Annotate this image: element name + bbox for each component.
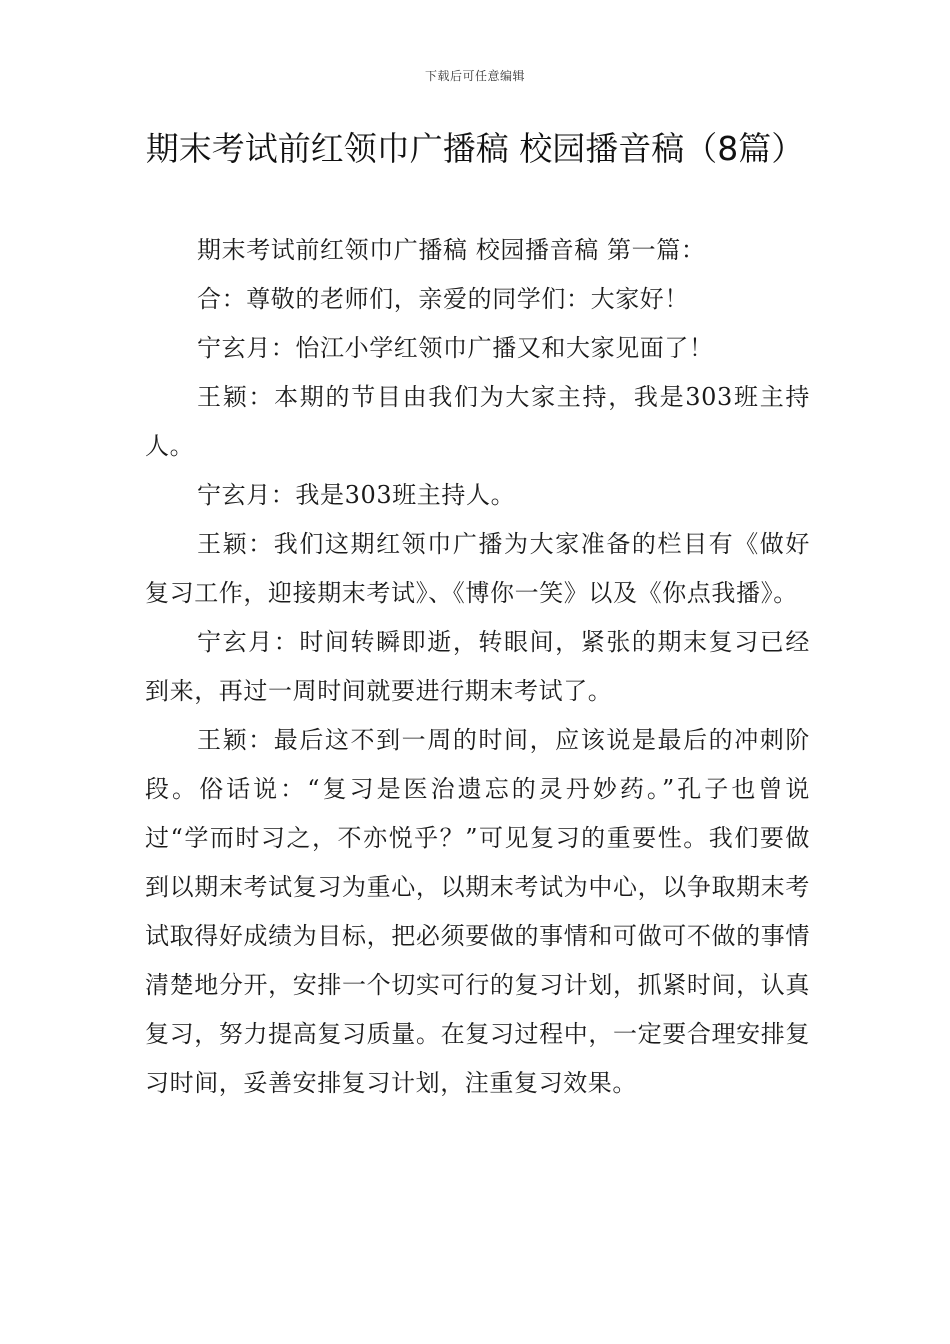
- document-body: [145, 226, 810, 1108]
- paragraph: 王颖：本期的节目由我们为大家主持，我是303班主持人。: [145, 383, 810, 460]
- paragraph: 宁玄月：怡江小学红领巾广播又和大家见面了！: [197, 334, 714, 362]
- paragraph: 期末考试前红领巾广播稿 校园播音稿 第一篇：: [197, 236, 706, 264]
- paragraph: 合：尊敬的老师们，亲爱的同学们：大家好！: [197, 285, 689, 313]
- paragraph: 宁玄月：时间转瞬即逝，转眼间，紧张的期末复习已经到来，再过一周时间就要进行期末考试了。: [145, 628, 810, 705]
- paragraph: 宁玄月：我是303班主持人。: [197, 481, 516, 509]
- paragraph: 王颖：我们这期红领巾广播为大家准备的栏目有《做好复习工作，迎接期末考试》、《博你一笑》以及《你点我播》。: [145, 530, 810, 607]
- header-note: 下载后可任意编辑: [424, 69, 525, 83]
- paragraph: 王颖：最后这不到一周的时间，应该说是最后的冲刺阶段。俗话说：“复习是医治遗忘的灵丹妙药。”孔子也曾说过“学而时习之，不亦悦乎？”可见复习的重要性。我们要做到以期末考试复习为重心，以期末考试为中心，以争取期末考试取得好成绩为目标，把必须要做的事情和可做可不做的事情清楚地分开，安排一个切实可行的复习计划，抓紧时间，认真复习，努力提高复习质量。在复习过程中，一定要合理安排复习时间，妥善安排复习计划，注重复习效果。: [145, 726, 810, 1097]
- page-title: 期末考试前红领巾广播稿 校园播音稿（8篇）: [145, 129, 805, 168]
